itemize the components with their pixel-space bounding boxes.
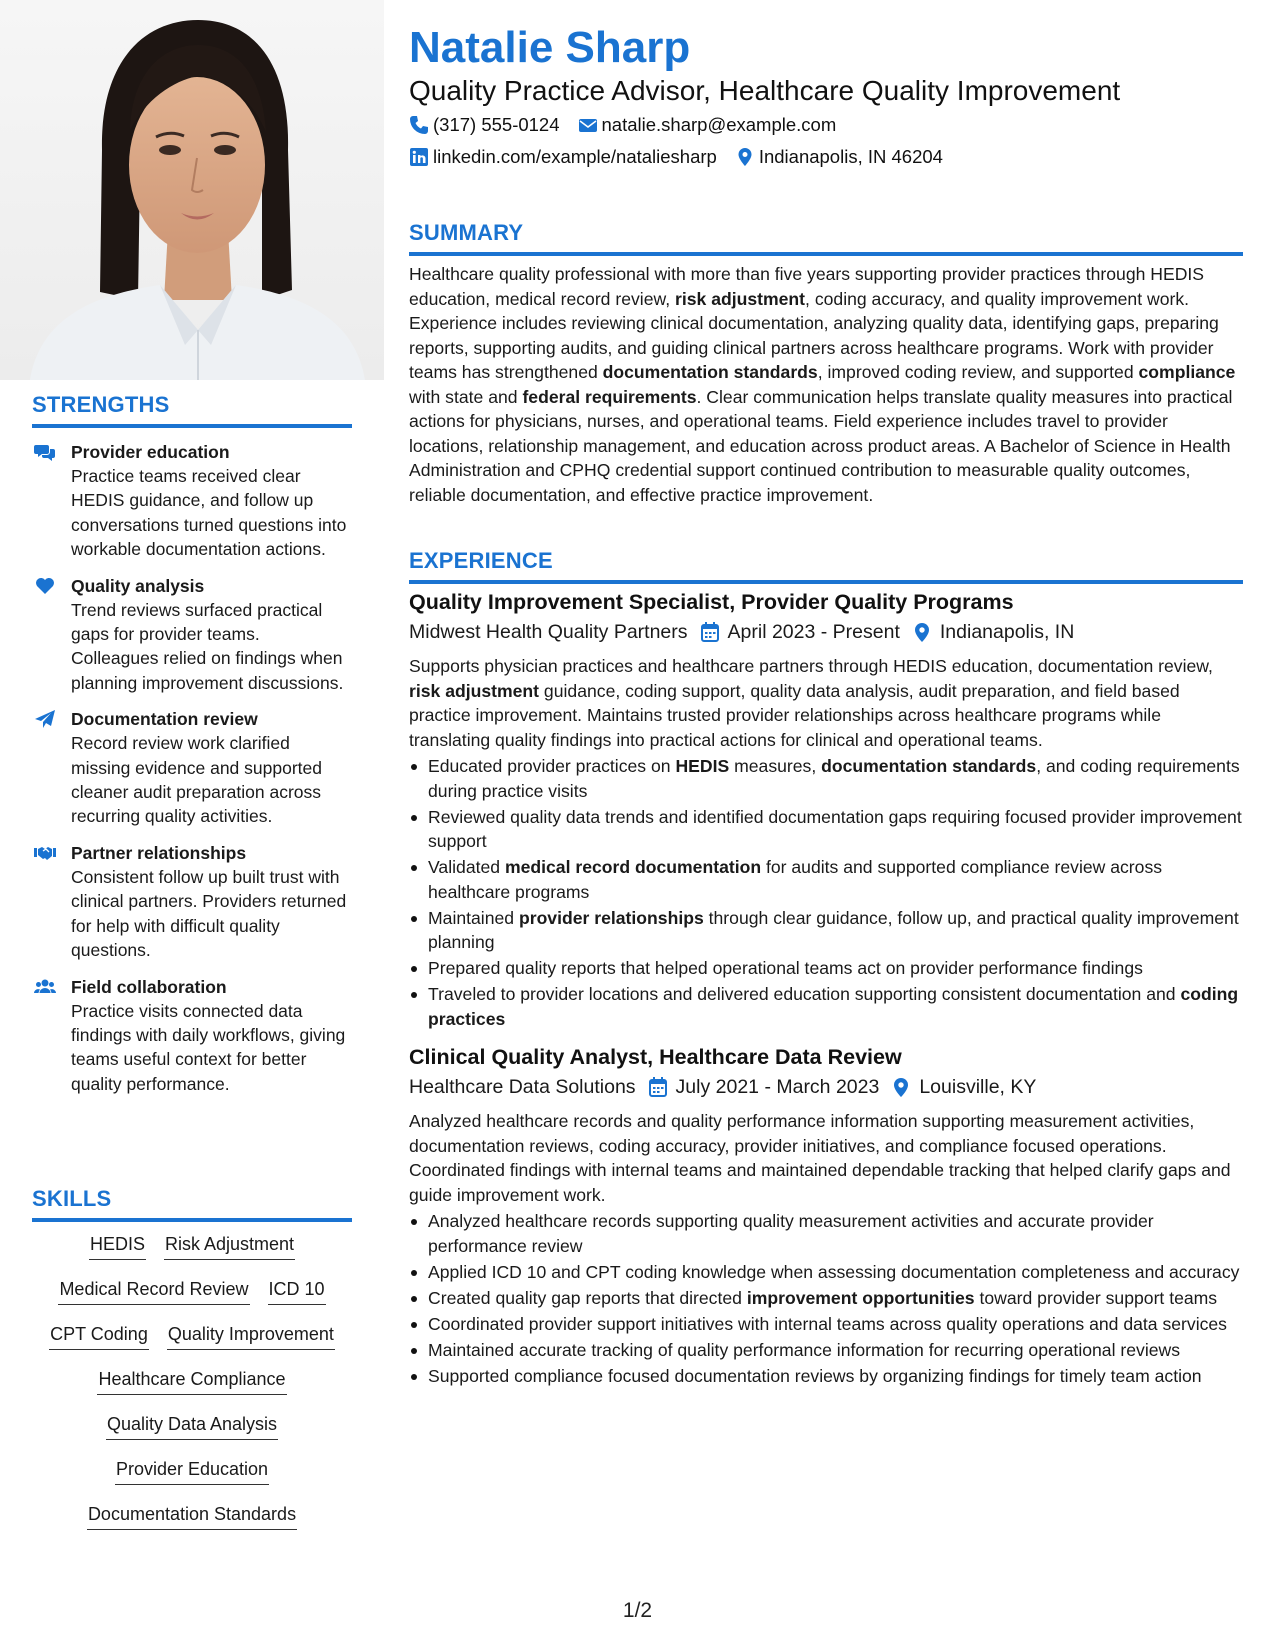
bullet-item	[428, 855, 1245, 904]
paper-plane-icon	[34, 709, 56, 729]
job-title: Clinical Quality Analyst, Healthcare Data Review	[409, 1045, 902, 1069]
skill-row	[32, 1502, 352, 1547]
text-run: with state and	[409, 386, 523, 407]
job-meta	[409, 618, 1245, 646]
text-run: Validated	[428, 857, 505, 877]
job-dates: July 2021 - March 2023	[675, 1076, 880, 1098]
job-company: Healthcare Data Solutions	[409, 1076, 636, 1098]
bold-text: compliance	[1138, 362, 1236, 382]
bullet-item	[428, 754, 1245, 803]
bold-text: provider relationships	[518, 907, 704, 928]
job-description	[409, 654, 1245, 752]
linkedin-contact[interactable]	[409, 145, 717, 169]
strength-title: Provider education	[71, 442, 230, 462]
text-run: Analyzed healthcare records and quality performance information supporting measurement activities, documentation reviews, coding accuracy, provider initiatives, and compliance focused operations. Coordinated findings with internal teams and maintained dependable tracking that helped clarify gaps and guide improvement work.	[409, 1111, 1231, 1205]
bold-text: documentation standards	[821, 756, 1037, 776]
handshake-icon	[34, 843, 56, 863]
text-run: , coding accuracy, and quality improvement work. Experience includes reviewing clinical documentation, analyzing quality data, identifying gaps, preparing reports, supporting audits, and guiding clinical partners across healthcare programs. Work with provider teams has strengthened	[409, 288, 1219, 382]
text-run: guidance, coding support, quality data analysis, audit preparation, and field based practice improvement. Maintains trusted provider relationships across healthcare programs while translating quality findings into practical actions for clinical and operational teams.	[409, 680, 1180, 750]
strength-text: Practice teams received clear HEDIS guidance, and follow up conversations turned questions into workable documentation actions.	[71, 466, 347, 560]
bold-text: risk adjustment	[675, 288, 806, 309]
text-run: Supports physician practices and healthcare partners through HEDIS education, documentation review,	[409, 656, 1213, 676]
calendar-icon	[648, 1076, 668, 1098]
location-contact	[735, 145, 943, 169]
location-text: Indianapolis, IN 46204	[758, 146, 943, 167]
strengths-list	[32, 440, 352, 1096]
text-run: Prepared quality reports that helped operational teams act on provider performance findings	[428, 958, 1143, 978]
candidate-name: Natalie Sharp	[409, 23, 691, 72]
map-pin-icon	[891, 1076, 911, 1098]
strength-item	[32, 440, 352, 562]
skill-tag: Documentation Standards	[87, 1502, 297, 1530]
strengths-title: STRENGTHS	[32, 392, 352, 428]
job-dates: April 2023 - Present	[727, 621, 900, 643]
strength-item	[32, 707, 352, 829]
text-run: Healthcare quality professional with more than five years supporting provider practices through HEDIS education, medical record review,	[409, 264, 1205, 309]
job-bullets	[409, 1209, 1245, 1388]
contact-row-1	[409, 113, 854, 137]
skill-row	[32, 1412, 352, 1457]
strength-title: Documentation review	[71, 709, 258, 730]
strength-item	[32, 841, 352, 963]
text-run: Applied ICD 10 and CPT coding knowledge when assessing documentation completeness and accuracy	[428, 1261, 1240, 1282]
email-contact[interactable]	[578, 113, 837, 137]
skill-tag: Risk Adjustment	[164, 1232, 295, 1260]
heart-icon	[34, 576, 56, 596]
bullet-item	[428, 1338, 1245, 1363]
profile-photo	[0, 0, 384, 380]
experience-header	[409, 548, 1243, 584]
bold-text: risk adjustment	[409, 680, 540, 701]
bullet-item	[428, 1209, 1245, 1258]
linkedin-icon	[409, 147, 429, 167]
skill-tag: CPT Coding	[49, 1322, 149, 1350]
job-entry	[409, 1043, 1245, 1390]
skill-row	[32, 1277, 352, 1322]
skill-row	[32, 1367, 352, 1412]
bold-text: HEDIS	[675, 756, 730, 776]
text-run: Maintained accurate tracking of quality performance information for recurring operational reviews	[428, 1339, 1181, 1360]
phone-text: (317) 555-0124	[433, 114, 560, 135]
bullet-item	[428, 906, 1245, 955]
bullet-item	[428, 956, 1245, 981]
text-run: Created quality gap reports that directed	[428, 1287, 747, 1308]
skills-title: SKILLS	[32, 1186, 352, 1222]
job-bullets	[409, 754, 1245, 1031]
text-run: Educated provider practices on	[428, 756, 676, 776]
bullet-item	[428, 1364, 1245, 1389]
skills-section	[32, 1186, 352, 1547]
email-text: natalie.sharp@example.com	[601, 114, 837, 135]
job-meta	[409, 1073, 1245, 1101]
text-run: , improved coding review, and supported	[817, 362, 1139, 382]
phone-contact[interactable]	[409, 113, 560, 137]
page-number: 1/2	[622, 1599, 653, 1622]
candidate-headline: Quality Practice Advisor, Healthcare Quality Improvement	[409, 75, 1121, 106]
job-title: Quality Improvement Specialist, Provider Quality Programs	[409, 590, 1014, 614]
skill-tag: Medical Record Review	[58, 1277, 249, 1305]
text-run: Traveled to provider locations and delivered education supporting consistent documentation and	[428, 984, 1181, 1004]
bullet-item	[428, 1312, 1245, 1337]
text-run: . Clear communication helps translate quality measures into practical actions for physicians, nurses, and operational teams. Field experience includes travel to provider locations, relationship management, and education across product areas. A Bachelor of Science in Health Administration and CPHQ credential support continued contribution to measurable quality outcomes, reliable documentation, and effective practice improvement.	[409, 386, 1233, 505]
skill-tag: Quality Improvement	[167, 1322, 335, 1350]
text-run: through clear guidance, follow up, and practical quality improvement planning	[428, 907, 1239, 952]
bold-text: improvement opportunities	[746, 1287, 975, 1308]
text-run: for audits and supported compliance review across healthcare programs	[428, 857, 1163, 902]
summary-header	[409, 220, 1243, 256]
strength-text: Record review work clarified missing evidence and supported cleaner audit preparation across recurring quality activities.	[71, 733, 322, 827]
bullet-item	[428, 805, 1245, 854]
calendar-icon	[700, 621, 720, 643]
experience-title: EXPERIENCE	[409, 548, 1243, 584]
text-run: Reviewed quality data trends and identified documentation gaps requiring focused provider improvement support	[428, 806, 1242, 851]
text-run: , and coding requirements during practice visits	[428, 756, 1240, 801]
job-company: Midwest Health Quality Partners	[409, 621, 688, 643]
strength-title: Field collaboration	[71, 976, 227, 997]
users-icon	[34, 977, 56, 997]
text-run: measures,	[729, 756, 822, 776]
strength-text: Consistent follow up built trust with clinical partners. Providers returned for help with difficult quality questions.	[71, 866, 347, 961]
skill-row	[32, 1322, 352, 1367]
strength-item	[32, 975, 352, 1097]
text-run: Maintained	[428, 907, 519, 928]
strength-text: Practice visits connected data findings with daily workflows, giving teams useful context for better quality performance.	[71, 1000, 346, 1094]
summary-text	[409, 262, 1245, 507]
bullet-item	[428, 1260, 1245, 1285]
skill-tag: ICD 10	[268, 1277, 326, 1305]
skill-tag: Provider Education	[115, 1457, 269, 1485]
phone-icon	[409, 115, 429, 135]
bullet-item	[428, 1286, 1245, 1311]
envelope-icon	[578, 115, 598, 135]
skill-row	[32, 1232, 352, 1277]
strength-title: Partner relationships	[71, 842, 247, 863]
text-run: Supported compliance focused documentation reviews by organizing findings for timely team action	[428, 1365, 1202, 1386]
text-run: Analyzed healthcare records supporting quality measurement activities and accurate provider performance review	[428, 1211, 1154, 1256]
skill-tag: HEDIS	[89, 1232, 146, 1260]
skill-tag: Healthcare Compliance	[97, 1367, 286, 1395]
skills-list	[32, 1232, 352, 1547]
job-description	[409, 1109, 1245, 1207]
strengths-section	[32, 392, 352, 1096]
map-pin-icon	[912, 621, 932, 643]
summary-title: SUMMARY	[409, 220, 1243, 256]
strength-item	[32, 574, 352, 696]
map-pin-icon	[735, 147, 755, 167]
bold-text: coding practices	[428, 984, 1239, 1029]
strength-title: Quality analysis	[71, 575, 205, 596]
comments-icon	[34, 442, 56, 462]
contact-row-2	[409, 145, 961, 169]
bold-text: documentation standards	[602, 362, 818, 382]
job-location: Louisville, KY	[919, 1076, 1037, 1098]
text-run: toward provider support teams	[974, 1287, 1218, 1308]
bold-text: federal requirements	[522, 386, 697, 407]
job-location: Indianapolis, IN	[939, 621, 1075, 643]
skill-row	[32, 1457, 352, 1502]
bullet-item	[428, 982, 1245, 1031]
skill-tag: Quality Data Analysis	[106, 1412, 278, 1440]
bold-text: medical record documentation	[504, 857, 762, 877]
strength-text: Trend reviews surfaced practical gaps for provider teams. Colleagues relied on findings when planning improvement discussions.	[71, 599, 344, 693]
job-entry	[409, 588, 1245, 1033]
text-run: Coordinated provider support initiatives with internal teams across quality operations and data services	[428, 1313, 1227, 1334]
sidebar	[0, 0, 384, 1650]
linkedin-text: linkedin.com/example/nataliesharp	[433, 146, 717, 167]
